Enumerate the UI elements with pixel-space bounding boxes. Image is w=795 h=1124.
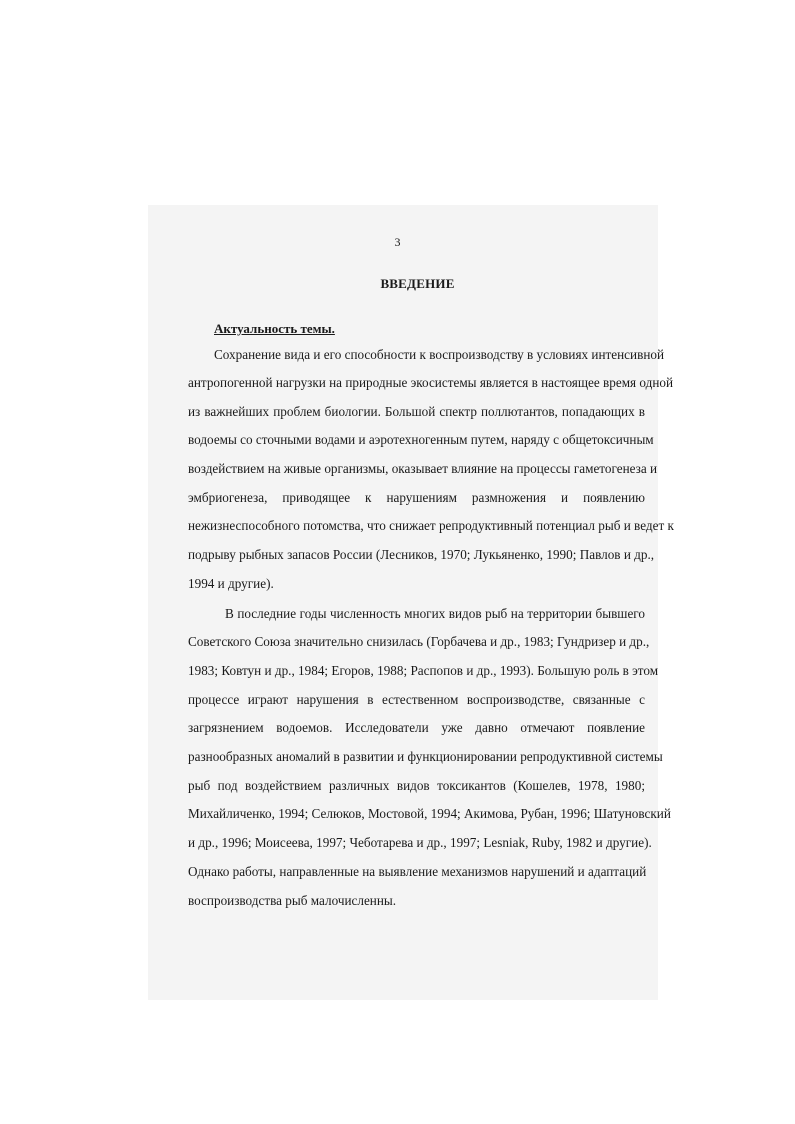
text-line: подрыву рыбных запасов России (Лесников, 1970; Лукьяненко, 1990; Павлов и др., [188,547,655,562]
text-line: воздействием на живые организмы, оказывает влияние на процессы гаметогенеза и [188,461,658,476]
page-number: 3 [394,235,401,249]
text-line: Сохранение вида и его способности к воспроизводству в условиях интенсивной [214,347,665,362]
text-line: 1983; Ковтун и др., 1984; Егоров, 1988; Распопов и др., 1993). Большую роль в этом [188,663,659,678]
text-line: Однако работы, направленные на выявление механизмов нарушений и адаптаций [188,864,647,879]
text-line: 1994 и другие). [188,576,274,591]
text-line: процессе играют нарушения в естественном воспроизводстве, связанные с [188,692,645,707]
chapter-heading: ВВЕДЕНИЕ [380,276,455,291]
section-title: Актуальность темы. [214,321,335,336]
text-line: рыб под воздействием различных видов токсикантов (Кошелев, 1978, 1980; [188,778,645,793]
text-line: Советского Союза значительно снизилась (Горбачева и др., 1983; Гундризер и др., [188,634,650,649]
text-line: и др., 1996; Моисеева, 1997; Чеботарева и др., 1997; Lesniak, Ruby, 1982 и другие). [188,835,652,850]
text-line: эмбриогенеза, приводящее к нарушениям размножения и появлению [188,490,645,505]
text-line: водоемы со сточными водами и аэротехногенным путем, наряду с общетоксичным [188,432,654,447]
text-line: Михайличенко, 1994; Селюков, Мостовой, 1994; Акимова, Рубан, 1996; Шатуновский [188,806,671,821]
text-line: нежизнеспособного потомства, что снижает репродуктивный потенциал рыб и ведет к [188,518,674,533]
text-line: воспроизводства рыб малочисленны. [188,893,397,908]
text-line: разнообразных аномалий в развитии и функционировании репродуктивной системы [188,749,663,764]
text-line: В последние годы численность многих видов рыб на территории бывшего [225,606,645,621]
text-line: из важнейших проблем биологии. Большой спектр поллютантов, попадающих в [188,404,645,419]
text-line: загрязнением водоемов. Исследователи уже давно отмечают появление [188,720,645,735]
text-line: антропогенной нагрузки на природные экосистемы является в настоящее время одной [188,375,674,390]
